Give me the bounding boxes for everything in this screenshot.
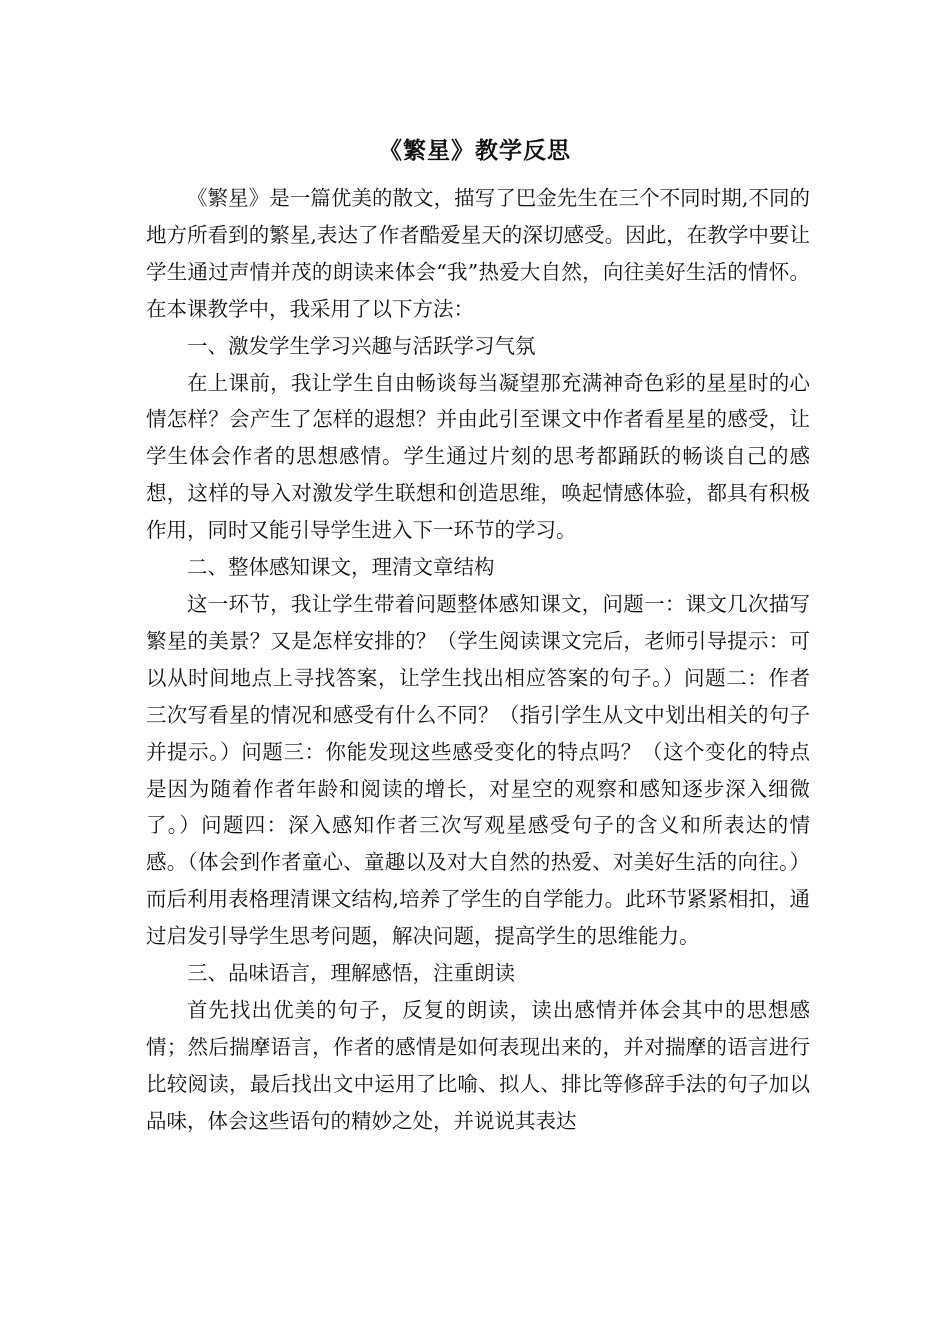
document-title: 《繁星》教学反思: [379, 137, 571, 164]
section-heading-3: 三、品味语言，理解感悟，注重朗读: [187, 961, 515, 986]
document-body: [146, 180, 810, 1140]
paragraph-section-1: 在上课前，我让学生自由畅谈每当凝望那充满神奇色彩的星星时的心情怎样？会产生了怎样的遐想？并由此引至课文中作者看星星的感受，让学生体会作者的思想感情。学生通过片刻的思考都踊跃的畅谈自己的感想，这样的导入对激发学生联想和创造思维，唤起情感体验，都具有积极作用，同时又能引导学生进入下一环节的学习。: [146, 370, 810, 543]
paragraph-section-2: 这一环节，我让学生带着问题整体感知课文，问题一：课文几次描写繁星的美景？又是怎样安排的？（学生阅读课文完后，老师引导提示：可以从时间地点上寻找答案，让学生找出相应答案的句子。）问题二：作者三次写看星的情况和感受有什么不同？（指引学生从文中划出相关的句子并提示。）问题三：你能发现这些感受变化的特点吗？（这个变化的特点是因为随着作者年龄和阅读的增长，对星空的观察和感知逐步深入细微了。）问题四：深入感知作者三次写观星感受句子的含义和所表达的情感。（体会到作者童心、童趣以及对大自然的热爱、对美好生活的向往。）而后利用表格理清课文结构,培养了学生的自学能力。此环节紧紧相扣，通过启发引导学生思考问题，解决问题，提高学生的思维能力。: [146, 591, 810, 949]
paragraph-intro: 《繁星》是一篇优美的散文，描写了巴金先生在三个不同时期,不同的地方所看到的繁星,表达了作者酷爱星天的深切感受。因此，在教学中要让学生通过声情并茂的朗读来体会“我”热爱大自然，向往美好生活的情怀。在本课教学中，我采用了以下方法：: [146, 186, 810, 321]
section-heading-2: 二、整体感知课文，理清文章结构: [187, 555, 495, 580]
section-heading-1: 一、激发学生学习兴趣与活跃学习气氛: [187, 333, 536, 358]
paragraph-section-3: 首先找出优美的句子，反复的朗读，读出感情并体会其中的思想感情；然后揣摩语言，作者的感情是如何表现出来的，并对揣摩的语言进行比较阅读，最后找出文中运用了比喻、拟人、排比等修辞手法的句子加以品味，体会这些语句的精妙之处，并说说其表达: [146, 997, 810, 1133]
